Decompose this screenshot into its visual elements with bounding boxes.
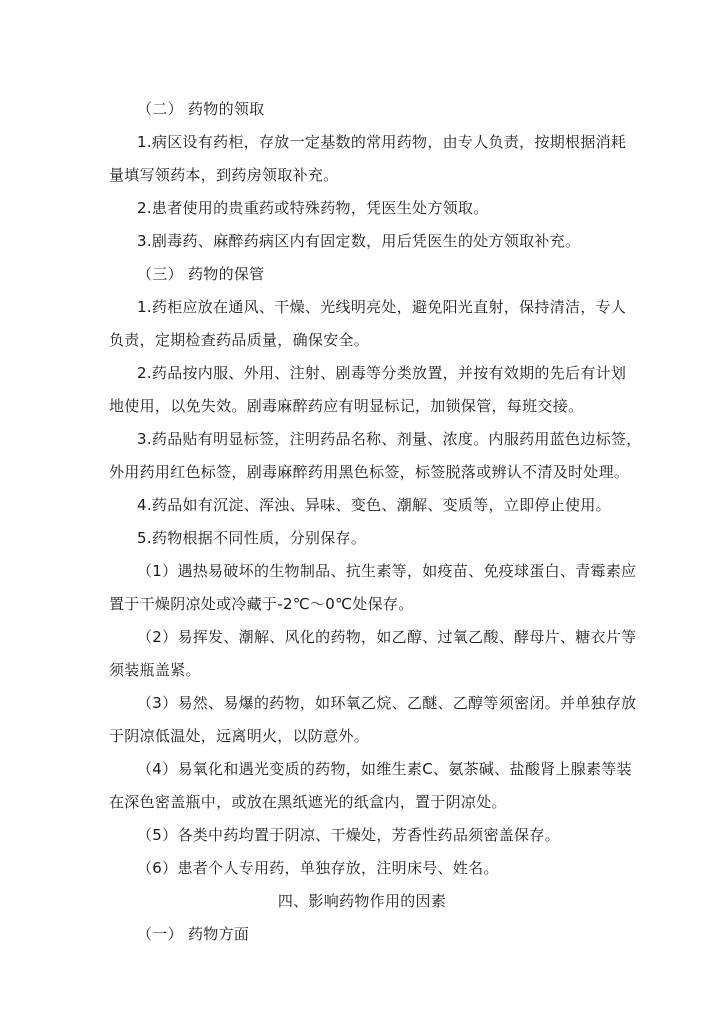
paragraph-line: 4.药品如有沉淀、浑浊、异味、变色、潮解、变质等，立即停止使用。 <box>137 496 611 514</box>
paragraph-line: 外用药用红色标签，剧毒麻醉药用黑色标签，标签脱落或辨认不清及时处理。 <box>109 463 630 481</box>
paragraph-line: 量填写领药本，到药房领取补充。 <box>109 166 339 184</box>
paragraph-line: 2.患者使用的贵重药或特殊药物，凭医生处方领取。 <box>137 199 489 217</box>
section-heading: （三） 药物的保管 <box>137 265 265 283</box>
paragraph-line: 5.药物根据不同性质，分别保存。 <box>137 529 367 547</box>
paragraph-line: 负责，定期检查药品质量，确保安全。 <box>109 331 370 349</box>
paragraph-line: （1）遇热易破坏的生物制品、抗生素等，如疫苗、免疫球蛋白、青霉素应 <box>137 562 637 580</box>
section-heading: （一） 药物方面 <box>137 925 250 943</box>
paragraph-line: 地使用，以免失效。剧毒麻醉药应有明显标记，加锁保管，每班交接。 <box>109 397 584 415</box>
paragraph-line: 2.药品按内服、外用、注射、剧毒等分类放置，并按有效期的先后有计划 <box>137 364 627 382</box>
paragraph-line: （2）易挥发、潮解、风化的药物，如乙醇、过氧乙酸、酵母片、糖衣片等 <box>137 628 637 646</box>
paragraph-line: 3.药品贴有明显标签，注明药品名称、剂量、浓度。内服药用蓝色边标签， <box>137 430 642 448</box>
paragraph-line: 置于干燥阴凉处或冷藏于-2℃～0℃处保存。 <box>109 595 414 613</box>
paragraph-line: 1.药柜应放在通风、干燥、光线明亮处，避免阳光直射，保持清洁，专人 <box>137 298 627 316</box>
paragraph-line: （5）各类中药均置于阴凉、干燥处，芳香性药品须密盖保存。 <box>137 826 560 844</box>
paragraph-line: 1.病区设有药柜，存放一定基数的常用药物，由专人负责，按期根据消耗 <box>137 133 627 151</box>
paragraph-line: 须装瓶盖紧。 <box>109 661 201 679</box>
paragraph-line: 3.剧毒药、麻醉药病区内有固定数，用后凭医生的处方领取补充。 <box>137 232 581 250</box>
paragraph-line: 在深色密盖瓶中，或放在黑纸遮光的纸盒内，置于阴凉处。 <box>109 793 507 811</box>
chapter-heading: 四、影响药物作用的因素 <box>277 892 447 910</box>
paragraph-line: 于阴凉低温处，远离明火，以防意外。 <box>109 727 370 745</box>
paragraph-line: （3）易然、易爆的药物，如环氧乙烷、乙醚、乙醇等须密闭。并单独存放 <box>137 694 637 712</box>
section-heading: （二） 药物的领取 <box>137 100 265 118</box>
paragraph-line: （6）患者个人专用药，单独存放，注明床号、姓名。 <box>137 859 499 877</box>
paragraph-line: （4）易氧化和遇光变质的药物，如维生素C、氨茶碱、盐酸肾上腺素等装 <box>137 760 632 778</box>
